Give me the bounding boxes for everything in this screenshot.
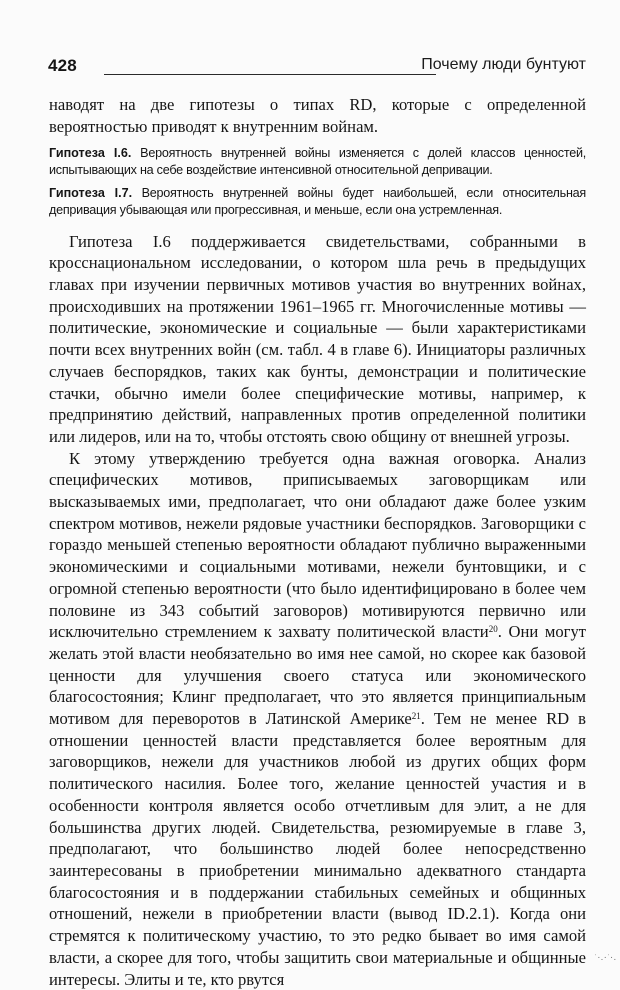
page-body	[49, 94, 586, 990]
paragraph-text: . Тем не менее RD в отношении ценностей власти представляется более вероятным для заговорщиков, нежели для участников любой из других общих форм политического насилия. Более того, желание ценностей участия и в особенности контроля является особо отчетливым для элит, а не для большинства других людей. Свидетельства, резюмируемые в главе 3, предполагают, что большинство людей более непосредственно заинтересованы в приобретении минимально адекватного стандарта благосостояния и в поддержании стабильных семейных и общинных отношений, нежели в приобретении власти (вывод ID.2.1). Когда они стремятся к политическому участию, то это редко бывает во имя самой власти, а скорее для того, чтобы защитить свои материальные и общинные интересы. Элиты и те, кто рвутся	[49, 709, 586, 989]
hypothesis-text: Вероятность внутренней войны будет наибольшей, если относительная депривация убывающая или прогрессивная, и меньше, если она устремленная.	[49, 186, 586, 217]
running-title: Почему люди бунтуют	[421, 56, 586, 73]
header-rule	[104, 74, 436, 75]
page-number: 428	[48, 56, 77, 75]
footnote-ref[interactable]: 20	[488, 624, 498, 635]
hypothesis-text: Вероятность внутренней войны изменяется с долей классов ценностей, испытывающих на себе воздействие интенсивной относительной депривации.	[49, 146, 586, 178]
paragraph-conspirators	[49, 448, 586, 990]
hypothesis-label: Гипотеза I.7.	[49, 186, 133, 200]
scan-artifact: ˙·.·˙·.	[593, 954, 616, 962]
hypothesis-label: Гипотеза I.6.	[49, 146, 132, 161]
page-header	[48, 56, 586, 80]
intro-paragraph: наводят на две гипотезы о типах RD, которые с определенной вероятностью приводят к внутренним войнам.	[49, 95, 586, 136]
paragraph-evidence: Гипотеза I.6 поддерживается свидетельствами, собранными в кросснациональном исследовании, о котором шла речь в предыдущих главах при изучении первичных мотивов участия во внутренних войнах, происходивших на протяжении 1961–1965 гг. Многочисленные мотивы — политические, экономические и социальные — были характеристиками почти всех внутренних войн (см. табл. 4 в главе 6). Инициаторы различных случаев беспорядков, таких как бунты, демонстрации и политические стачки, обычно имели более специфические мотивы, например, к предпринятию действий, направленных против определенной политики или лидеров, или на то, чтобы отстоять свою общину от внешней угрозы.	[49, 231, 586, 446]
paragraph-text: К этому утверждению требуется одна важная оговорка. Анализ специфических мотивов, приписываемых заговорщикам или высказываемых ими, предполагает, что они обладают даже более узким спектром мотивов, нежели рядовые участники беспорядков. Заговорщики с гораздо меньшей степенью вероятности обладают публично выраженными экономическими и социальными мотивами, нежели бунтовщики, и с огромной степенью вероятности (что было идентифицировано в более чем половине из 343 событий заговоров) мотивируются первично или исключительно стремлением к захвату политической власти	[49, 448, 586, 642]
paragraph-text: . Они могут желать этой власти необязательно во имя нее самой, но скорее как базовой ценности для улучшения своего статуса или экономического благосостояния; Клинг предполагает, что это является принципиальным мотивом для переворотов в Латинской Америке	[49, 622, 586, 729]
hypothesis-i6	[49, 145, 586, 179]
hypothesis-i7	[49, 185, 586, 219]
footnote-ref[interactable]: 21	[411, 711, 421, 722]
